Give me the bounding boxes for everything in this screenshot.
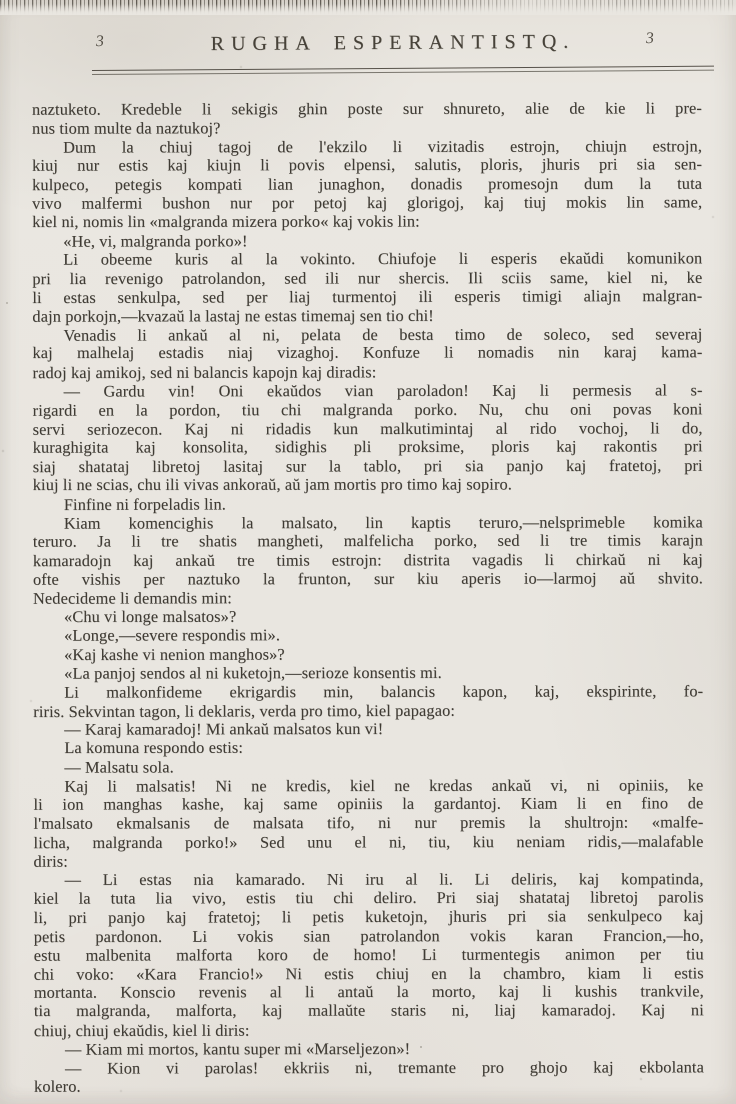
text-line: — Gardu vin! Oni ekaŭdos vian paroladon! Kaj li permesis al s- bbox=[63, 380, 703, 401]
text-line: «Chu vi longe malsatos»? bbox=[64, 606, 237, 626]
text-line: «La panjoj sendos al ni kuketojn,—serioze konsentis mi. bbox=[64, 662, 442, 683]
text-line: — Malsatu sola. bbox=[64, 757, 174, 777]
text-line: estu malbenita malforta koro de homo! Li turmentegis animon per tiu bbox=[33, 944, 704, 965]
text-line: Kaj li malsatis! Ni ne kredis, kiel ne kredas ankaŭ vi, ni opiniis, ke bbox=[64, 774, 704, 796]
text-line: Finfine ni forpeladis lin. bbox=[63, 494, 227, 514]
text-line: riris. Sekvintan tagon, li deklaris, verda pro timo, kiel papagao: bbox=[33, 700, 456, 721]
text-line: kiuj nur estis kaj kiujn li povis elpensi, salutis, ploris, jhuris pri sia sen- bbox=[32, 154, 703, 176]
text-line: petis pardonon. Li vokis sian patrolandon vokis karan Francion,—ho, bbox=[33, 925, 704, 947]
text-line: servi seriozecon. Kaj ni ridadis kun malkutimintaj al rido vochoj, li do, bbox=[32, 417, 703, 439]
text-line: pri lia revenigo patrolandon, sed ili nur shercis. Ili sciis same, kiel ni, ke bbox=[32, 267, 703, 289]
text-line: kaj malhelaj estadis niaj vizaghoj. Konfuze li nomadis nin karaj kama- bbox=[32, 342, 703, 363]
text-line: La komuna respondo estis: bbox=[64, 737, 244, 758]
text-line: kuraghigita kaj konsolita, sidighis pli proksime, ploris kaj rakontis pri bbox=[32, 436, 703, 458]
text-line: Venadis li ankaŭ al ni, pelata de besta timo de soleco, sed severaj bbox=[63, 323, 703, 345]
text-line: Nedecideme li demandis min: bbox=[32, 588, 232, 608]
text-line: — Karaj kamaradoj! Mi ankaŭ malsatos kun vi! bbox=[64, 719, 384, 739]
text-line: l'malsato ekmalsanis de malsata tifo, ni nur premis la shultrojn: «malfe- bbox=[33, 812, 704, 833]
text-line: kiuj li ne scias, chu ili vivas ankoraŭ, aŭ jam mortis pro timo kaj sopiro. bbox=[32, 474, 513, 494]
text-line: diris: bbox=[33, 851, 68, 871]
text-line: mortanta. Konscio revenis al li antaŭ la morto, kaj li kushis trankvile, bbox=[33, 981, 704, 1003]
text-line: radoj kaj amikoj, sed ni balancis kapojn kaj diradis: bbox=[32, 362, 377, 383]
text-line: kolero. bbox=[34, 1077, 81, 1097]
text-line: «Longe,—severe respondis mi». bbox=[64, 625, 281, 645]
text-line: vivo malfermi bushon nur por petoj kaj glorigoj, kaj tiuj mokis lin same, bbox=[32, 192, 703, 213]
page-number-right: 3 bbox=[645, 29, 655, 48]
text-line: ofte vishis per naztuko la frunton, sur kiu aperis io—larmoj aŭ shvito. bbox=[32, 568, 703, 589]
text-line: naztuketo. Kredeble li sekigis ghin poste sur shnureto, alie de kie li pre- bbox=[31, 98, 702, 119]
text-line: chiuj, chiuj ekaŭdis, kiel li diris: bbox=[33, 1020, 250, 1041]
header-rule bbox=[92, 66, 714, 75]
text-line: «He, vi, malgranda porko»! bbox=[63, 230, 248, 251]
text-line: teruro. Ja li tre shatis mangheti, malfelicha porko, sed li tre timis karajn bbox=[32, 530, 703, 552]
page-number-left: 3 bbox=[95, 32, 105, 51]
text-line: rigardi en la pordon, tiu chi malgranda porko. Nu, chu oni povas koni bbox=[32, 399, 703, 420]
text-line: siaj shatataj libretoj lasitaj sur la tablo, pri sia panjo kaj fratetoj, pri bbox=[32, 455, 703, 477]
text-line: — Kiam mi mortos, kantu super mi «Marseljezon»! bbox=[64, 1038, 411, 1059]
text-line: kiel ni, nomis lin «malgranda mizera porko« kaj vokis lin: bbox=[32, 211, 420, 231]
page-header bbox=[0, 0, 736, 100]
text-line: kiel la tuta lia vivo, estis tiu chi deliro. Pri siaj shatataj libretoj parolis bbox=[33, 887, 704, 909]
text-line: nus tiom multe da naztukoj? bbox=[31, 118, 221, 138]
text-line: kulpeco, petegis kompati lian junaghon, donadis promesojn dum la tuta bbox=[32, 173, 703, 195]
text-line: licha, malgranda porko!» Sed unu el ni, tiu, kiu neniam ridis,—malafable bbox=[33, 831, 704, 853]
text-line: Kiam komencighis la malsato, lin kaptis teruro,—nelsprimeble komika bbox=[63, 511, 703, 533]
text-line: Li malkonfideme ekrigardis min, balancis kapon, kaj, ekspirinte, fo- bbox=[64, 681, 704, 702]
text-line: tia malgranda, malforta, kaj mallaŭte staris ni, liaj kamaradoj. Kaj ni bbox=[33, 1000, 704, 1021]
text-line: kamaradojn kaj ankaŭ tre timis estrojn: distrita vagadis li chirkaŭ ni kaj bbox=[32, 549, 703, 571]
text-line: chi voko: «Kara Francio!» Ni estis chiuj en la chambro, kiam li estis bbox=[33, 962, 704, 984]
text-line: «Kaj kashe vi nenion manghos»? bbox=[64, 644, 285, 665]
text-line: dajn porkojn,—kvazaŭ la lastaj ne estas timemaj sen tio chi! bbox=[32, 305, 434, 326]
text-line: — Li estas nia kamarado. Ni iru al li. Li deliris, kaj kompatinda, bbox=[64, 868, 704, 889]
text-line: Dum la chiuj tagoj de l'ekzilo li vizitadis estrojn, chiujn estrojn, bbox=[63, 135, 703, 157]
text-line: li, pri panjo kaj fratetoj; li petis kuketojn, jhuris pri sia senkulpeco kaj bbox=[33, 906, 704, 928]
page-title: RUGHA ESPERANTISTQ. bbox=[210, 30, 576, 55]
text-line: li estas senkulpa, sed per liaj turmentoj ili esperis timigi aliajn malgran- bbox=[32, 285, 703, 308]
body-text bbox=[32, 99, 704, 1097]
text-line: li ion manghas kashe, kaj same opiniis la gardantoj. Kiam li en fino de bbox=[33, 793, 704, 815]
text-line: — Kion vi parolas! ekkriis ni, tremante pro ghojo kaj ekbolanta bbox=[64, 1056, 705, 1078]
text-line: Li obeeme kuris al la vokinto. Chiufoje li esperis ekaŭdi komunikon bbox=[63, 248, 703, 270]
